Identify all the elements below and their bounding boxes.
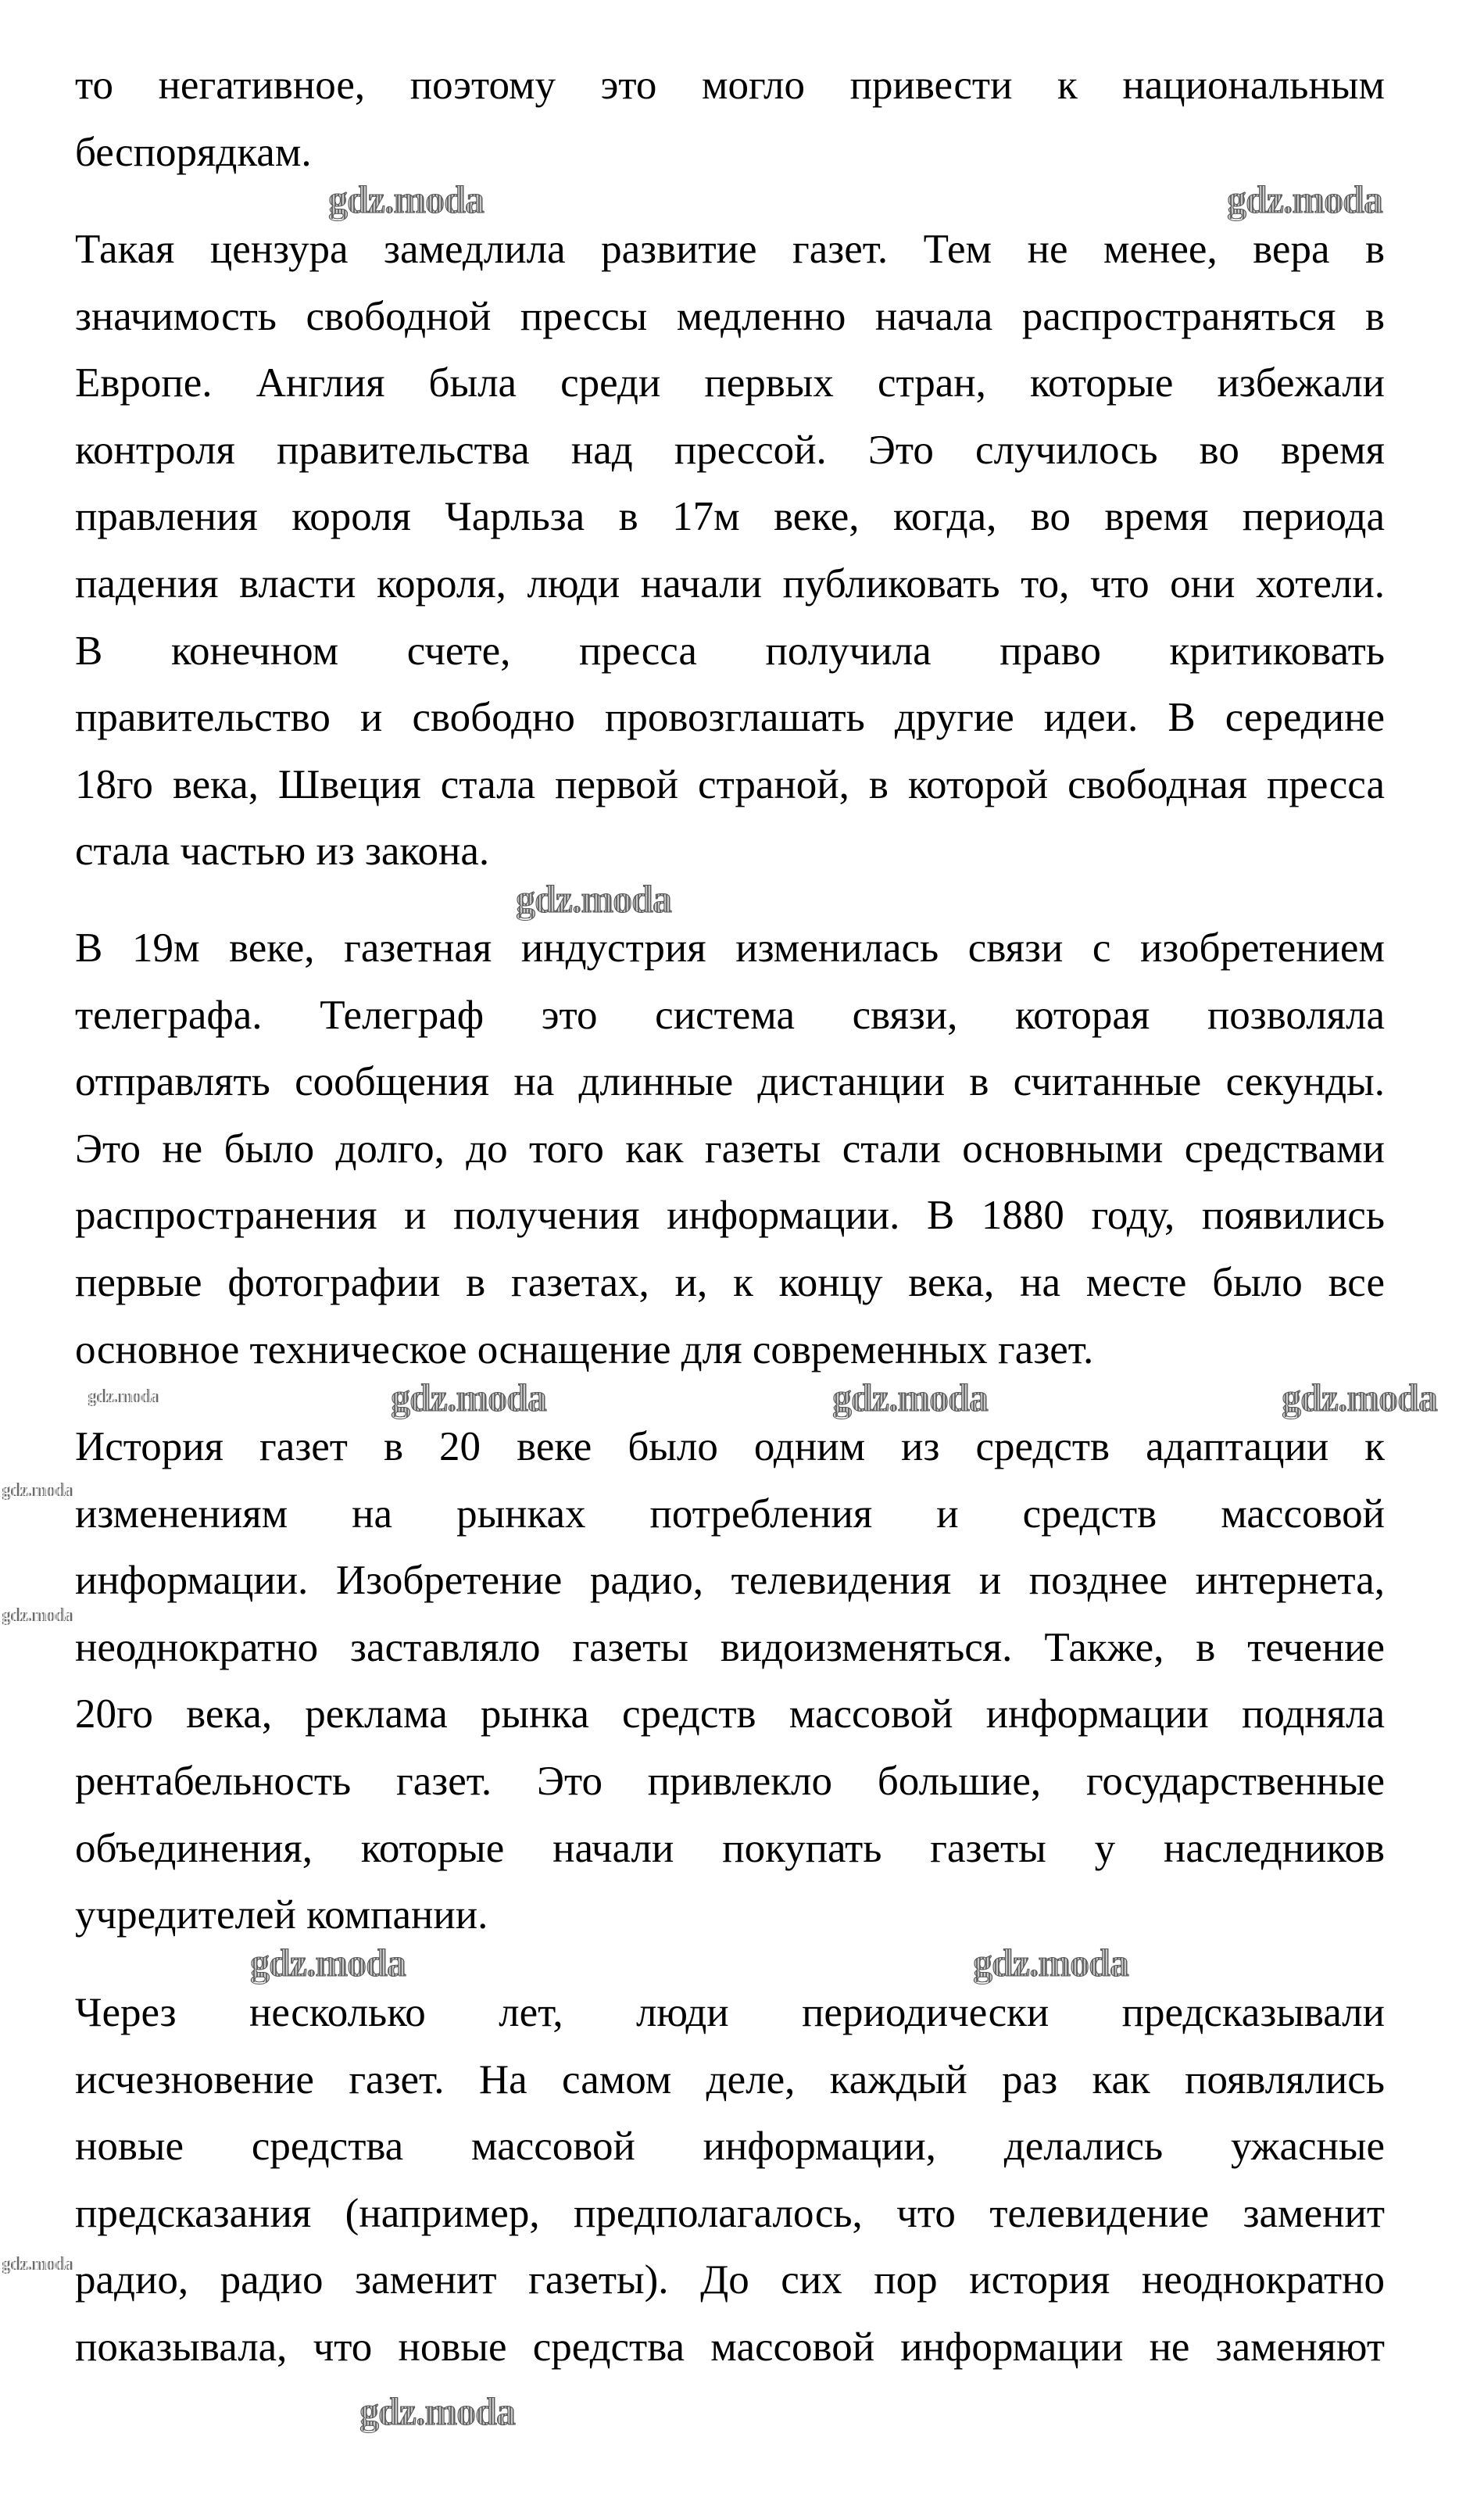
text-line: объединения, которые начали покупать газеты у наследников	[75, 1825, 1385, 1871]
text-line-row	[75, 217, 1385, 284]
text-line: первые фотографии в газетах, и, к концу века, на месте было все	[75, 1259, 1385, 1305]
text-line-row	[75, 52, 1385, 120]
text-line-row	[75, 2314, 1385, 2382]
text-line: основное техническое оснащение для современных газет.	[75, 1326, 1094, 1372]
text-line: стала частью из закона.	[75, 828, 490, 875]
text-line: падения власти короля, люди начали публиковать то, что они хотели.	[75, 560, 1385, 607]
text-line: исчезновение газет. На самом деле, каждый раз как появлялись	[75, 2056, 1385, 2102]
text-line-row	[75, 120, 1385, 187]
paragraph-1	[75, 52, 1385, 186]
text-line: Европе. Англия была среди первых стран, которые избежали	[75, 360, 1385, 406]
text-line-row	[75, 685, 1385, 752]
text-line-row	[75, 1481, 1385, 1548]
text-line-row	[75, 551, 1385, 618]
text-line-row	[75, 1317, 1385, 1384]
text-line-row	[75, 752, 1385, 819]
watermark: gdz.moda	[973, 1941, 1128, 1984]
text-line: 18го века, Швеция стала первой страной, в которой свободная пресса	[75, 761, 1385, 807]
text-line-row	[75, 284, 1385, 351]
text-line-row	[75, 2113, 1385, 2181]
watermark: gdz.moda	[88, 1387, 159, 1407]
watermark: gdz.moda	[2, 2254, 73, 2274]
paragraph-2	[75, 217, 1385, 886]
watermark: gdz.moda	[359, 2389, 515, 2433]
text-line: отправлять сообщения на длинные дистанции в считанные секунды.	[75, 1059, 1385, 1105]
watermark: gdz.moda	[832, 1376, 988, 1419]
text-line: информации. Изобретение радио, телевидения и позднее интернета,	[75, 1558, 1385, 1604]
text-line: новые средства массовой информации, делались ужасные	[75, 2124, 1385, 2170]
watermark: gdz.moda	[2, 1605, 73, 1626]
text-line: телеграфа. Телеграф это система связи, которая позволяла	[75, 992, 1385, 1038]
text-line: контроля правительства над прессой. Это случилось во время	[75, 427, 1385, 473]
text-line-row	[75, 2181, 1385, 2248]
text-line: Это не было долго, до того как газеты стали основными средствами	[75, 1125, 1385, 1172]
watermark: gdz.moda	[391, 1376, 546, 1419]
watermark: gdz.moda	[516, 877, 671, 921]
text-line: рентабельность газет. Это привлекло большие, государственные	[75, 1758, 1385, 1804]
watermark: gdz.moda	[250, 1941, 406, 1984]
text-line: изменениям на рынках потребления и средств массовой	[75, 1490, 1385, 1537]
text-line: правительство и свободно провозглашать другие идеи. В середине	[75, 695, 1385, 741]
text-line: В конечном счете, пресса получила право критиковать	[75, 628, 1385, 674]
text-line-row	[75, 1980, 1385, 2047]
text-line: распространения и получения информации. В 1880 году, появились	[75, 1193, 1385, 1239]
text-line-row	[75, 1183, 1385, 1250]
text-line-row	[75, 1615, 1385, 1682]
text-line: правления короля Чарльза в 17м веке, когда, во время периода	[75, 494, 1385, 540]
watermark: gdz.moda	[1282, 1376, 1437, 1419]
text-line: то негативное, поэтому это могло привести к национальным	[75, 63, 1385, 108]
text-line-row	[75, 1049, 1385, 1116]
text-line-row	[75, 1681, 1385, 1748]
text-line: беспорядкам.	[75, 129, 312, 175]
text-line: показывала, что новые средства массовой информации не заменяют	[75, 2324, 1385, 2370]
paragraph-4	[75, 1414, 1385, 1949]
watermark: gdz.moda	[1227, 177, 1382, 221]
text-line-row	[75, 1116, 1385, 1183]
text-line-row	[75, 1548, 1385, 1615]
text-line: неоднократно заставляло газеты видоизменяться. Также, в течение	[75, 1624, 1385, 1670]
paragraph-5	[75, 1980, 1385, 2382]
text-line: радио, радио заменит газеты). До сих пор история неоднократно	[75, 2257, 1385, 2303]
text-line-row	[75, 982, 1385, 1050]
text-line-row	[75, 484, 1385, 551]
text-line-row	[75, 2047, 1385, 2114]
text-line-row	[75, 417, 1385, 485]
text-line-row	[75, 2247, 1385, 2314]
text-line-row	[75, 1882, 1385, 1949]
text-line: 20го века, реклама рынка средств массовой информации подняла	[75, 1691, 1385, 1737]
paragraph-3	[75, 915, 1385, 1383]
text-line-row	[75, 1414, 1385, 1481]
text-line-row	[75, 1250, 1385, 1317]
text-line: Через несколько лет, люди периодически предсказывали	[75, 1990, 1385, 2035]
text-line-row	[75, 915, 1385, 982]
text-line-row	[75, 618, 1385, 685]
text-line-row	[75, 818, 1385, 886]
text-line: предсказания (например, предполагалось, что телевидение заменит	[75, 2190, 1385, 2236]
text-line-row	[75, 1748, 1385, 1816]
text-line-row	[75, 350, 1385, 417]
text-line: учредителей компании.	[75, 1892, 488, 1938]
text-line-row	[75, 1816, 1385, 1883]
watermark: gdz.moda	[328, 177, 484, 221]
text-line: значимость свободной прессы медленно начала распространяться в	[75, 293, 1385, 339]
watermark: gdz.moda	[2, 1480, 73, 1501]
text-line: История газет в 20 веке было одним из средств адаптации к	[75, 1424, 1385, 1469]
text-line: В 19м веке, газетная индустрия изменилась связи с изобретением	[75, 925, 1385, 971]
text-line: Такая цензура замедлила развитие газет. Тем не менее, вера в	[75, 227, 1385, 272]
